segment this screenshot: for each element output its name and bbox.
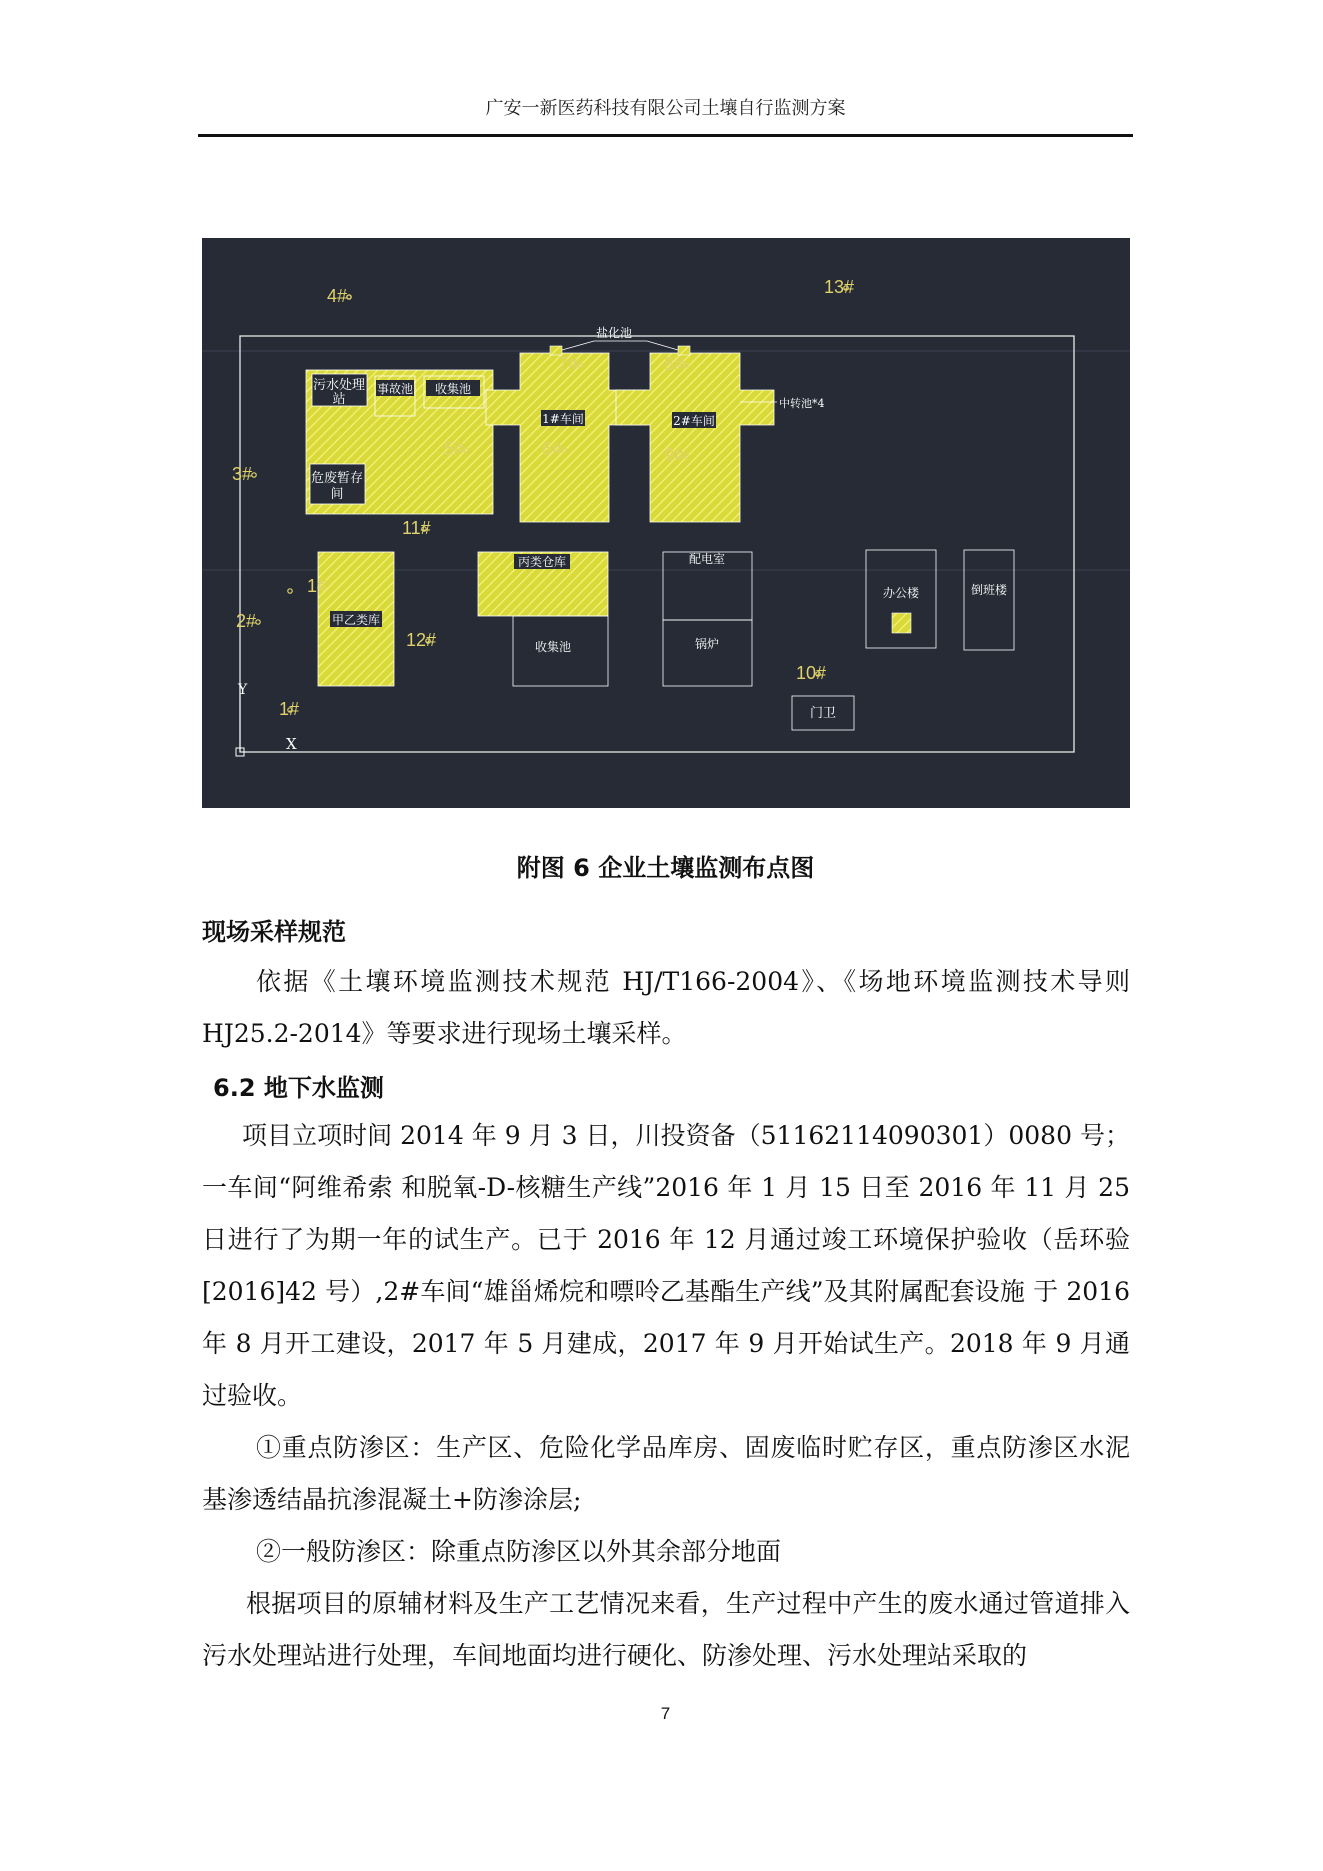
label-boiler: 锅炉	[694, 637, 720, 651]
label-transfer: 中转池*4	[779, 397, 825, 410]
label-office: 办公楼	[882, 586, 920, 600]
label-sewage: 污水处理	[312, 378, 366, 393]
page-number: 7	[660, 1704, 671, 1723]
point-6-label: 6#	[542, 439, 563, 459]
paragraph-sampling: 依据《土壤环境监测技术规范 HJ/T166-2004》、《场地环境监测技术导则 HJ25.2-2014》等要求进行现场土壤采样。	[202, 967, 1130, 1048]
point-1: 1#	[307, 576, 328, 596]
point-5-label: 5#	[444, 439, 465, 459]
map-background	[202, 238, 1130, 808]
label-hazard2: 间	[330, 487, 344, 502]
label-ws2: 2#车间	[673, 414, 715, 428]
label-accident: 事故池	[376, 382, 414, 396]
page-header: 广安一新医药科技有限公司土壤自行监测方案	[485, 98, 846, 119]
axis-x-label: X	[286, 735, 297, 753]
point-11-label: 11#	[402, 518, 431, 538]
point-9-label: 9#	[664, 445, 685, 465]
label-sewage2: 站	[332, 392, 346, 407]
point-1-label: 1#	[279, 699, 300, 719]
point-4-label: 4#	[327, 286, 348, 306]
label-salt: 盐化池	[595, 326, 633, 340]
axis-y-label: Y	[238, 682, 248, 698]
paragraph-analysis: 根据项目的原辅材料及生产工艺情况来看，生产过程中产生的废水通过管道排入污水处理站进行处理，车间地面均进行硬化、防渗处理、污水处理站采取的	[202, 1589, 1130, 1670]
point-3-label: 3#	[232, 464, 253, 484]
monitoring-layout-map	[202, 238, 1130, 808]
label-hazard: 危废暂存	[310, 471, 364, 486]
paragraph-general-zone: ②一般防渗区：除重点防渗区以外其余部分地面	[256, 1537, 782, 1566]
label-collect1: 收集池	[434, 382, 472, 396]
label-collect2: 收集池	[534, 640, 572, 654]
section-title-groundwater: 6.2 地下水监测	[213, 1074, 384, 1102]
label-power: 配电室	[688, 552, 726, 566]
label-bingding: 丙类仓库	[517, 555, 567, 569]
point-8-label: 8#	[664, 354, 685, 374]
point-2-label: 2#	[236, 611, 257, 631]
label-jiayi: 甲乙类库	[331, 613, 381, 627]
point-12-label: 12#	[406, 630, 437, 650]
label-ws1: 1#车间	[542, 412, 584, 426]
paragraph-project: 项目立项时间 2014 年 9 月 3 日，川投资备（51162114090301）0080 号；一车间“阿维希索 和脱氧-D-核糖生产线”2016 年 1 月 15 日至 2016 年 11 月 25 日进行了为期一年的试生产。已于 2016 年 12 月通过竣工环境保护验收（岳环验[2016]42 号）,2#车间“雄甾烯烷和嘌呤乙基酯生产线”及其附属配套设施 于 2016 年 8 月开工建设，2017 年 5 月建成，2017 年 9 月开始试生产。2018 年 9 月通过验收。	[202, 1121, 1130, 1410]
point-7-label: 7#	[558, 354, 579, 374]
label-gate: 门卫	[809, 706, 837, 721]
header-rule	[198, 134, 1133, 137]
label-shift: 倒班楼	[970, 583, 1008, 597]
section-title-sampling: 现场采样规范	[202, 918, 346, 946]
point-13-label: 13#	[824, 277, 855, 297]
point-10-label: 10#	[796, 663, 827, 683]
paragraph-key-zone: ①重点防渗区：生产区、危险化学品库房、固废临时贮存区，重点防渗区水泥基渗透结晶抗渗混凝土+防渗涂层;	[202, 1433, 1130, 1514]
figure-caption: 附图 6 企业土壤监测布点图	[516, 854, 815, 882]
